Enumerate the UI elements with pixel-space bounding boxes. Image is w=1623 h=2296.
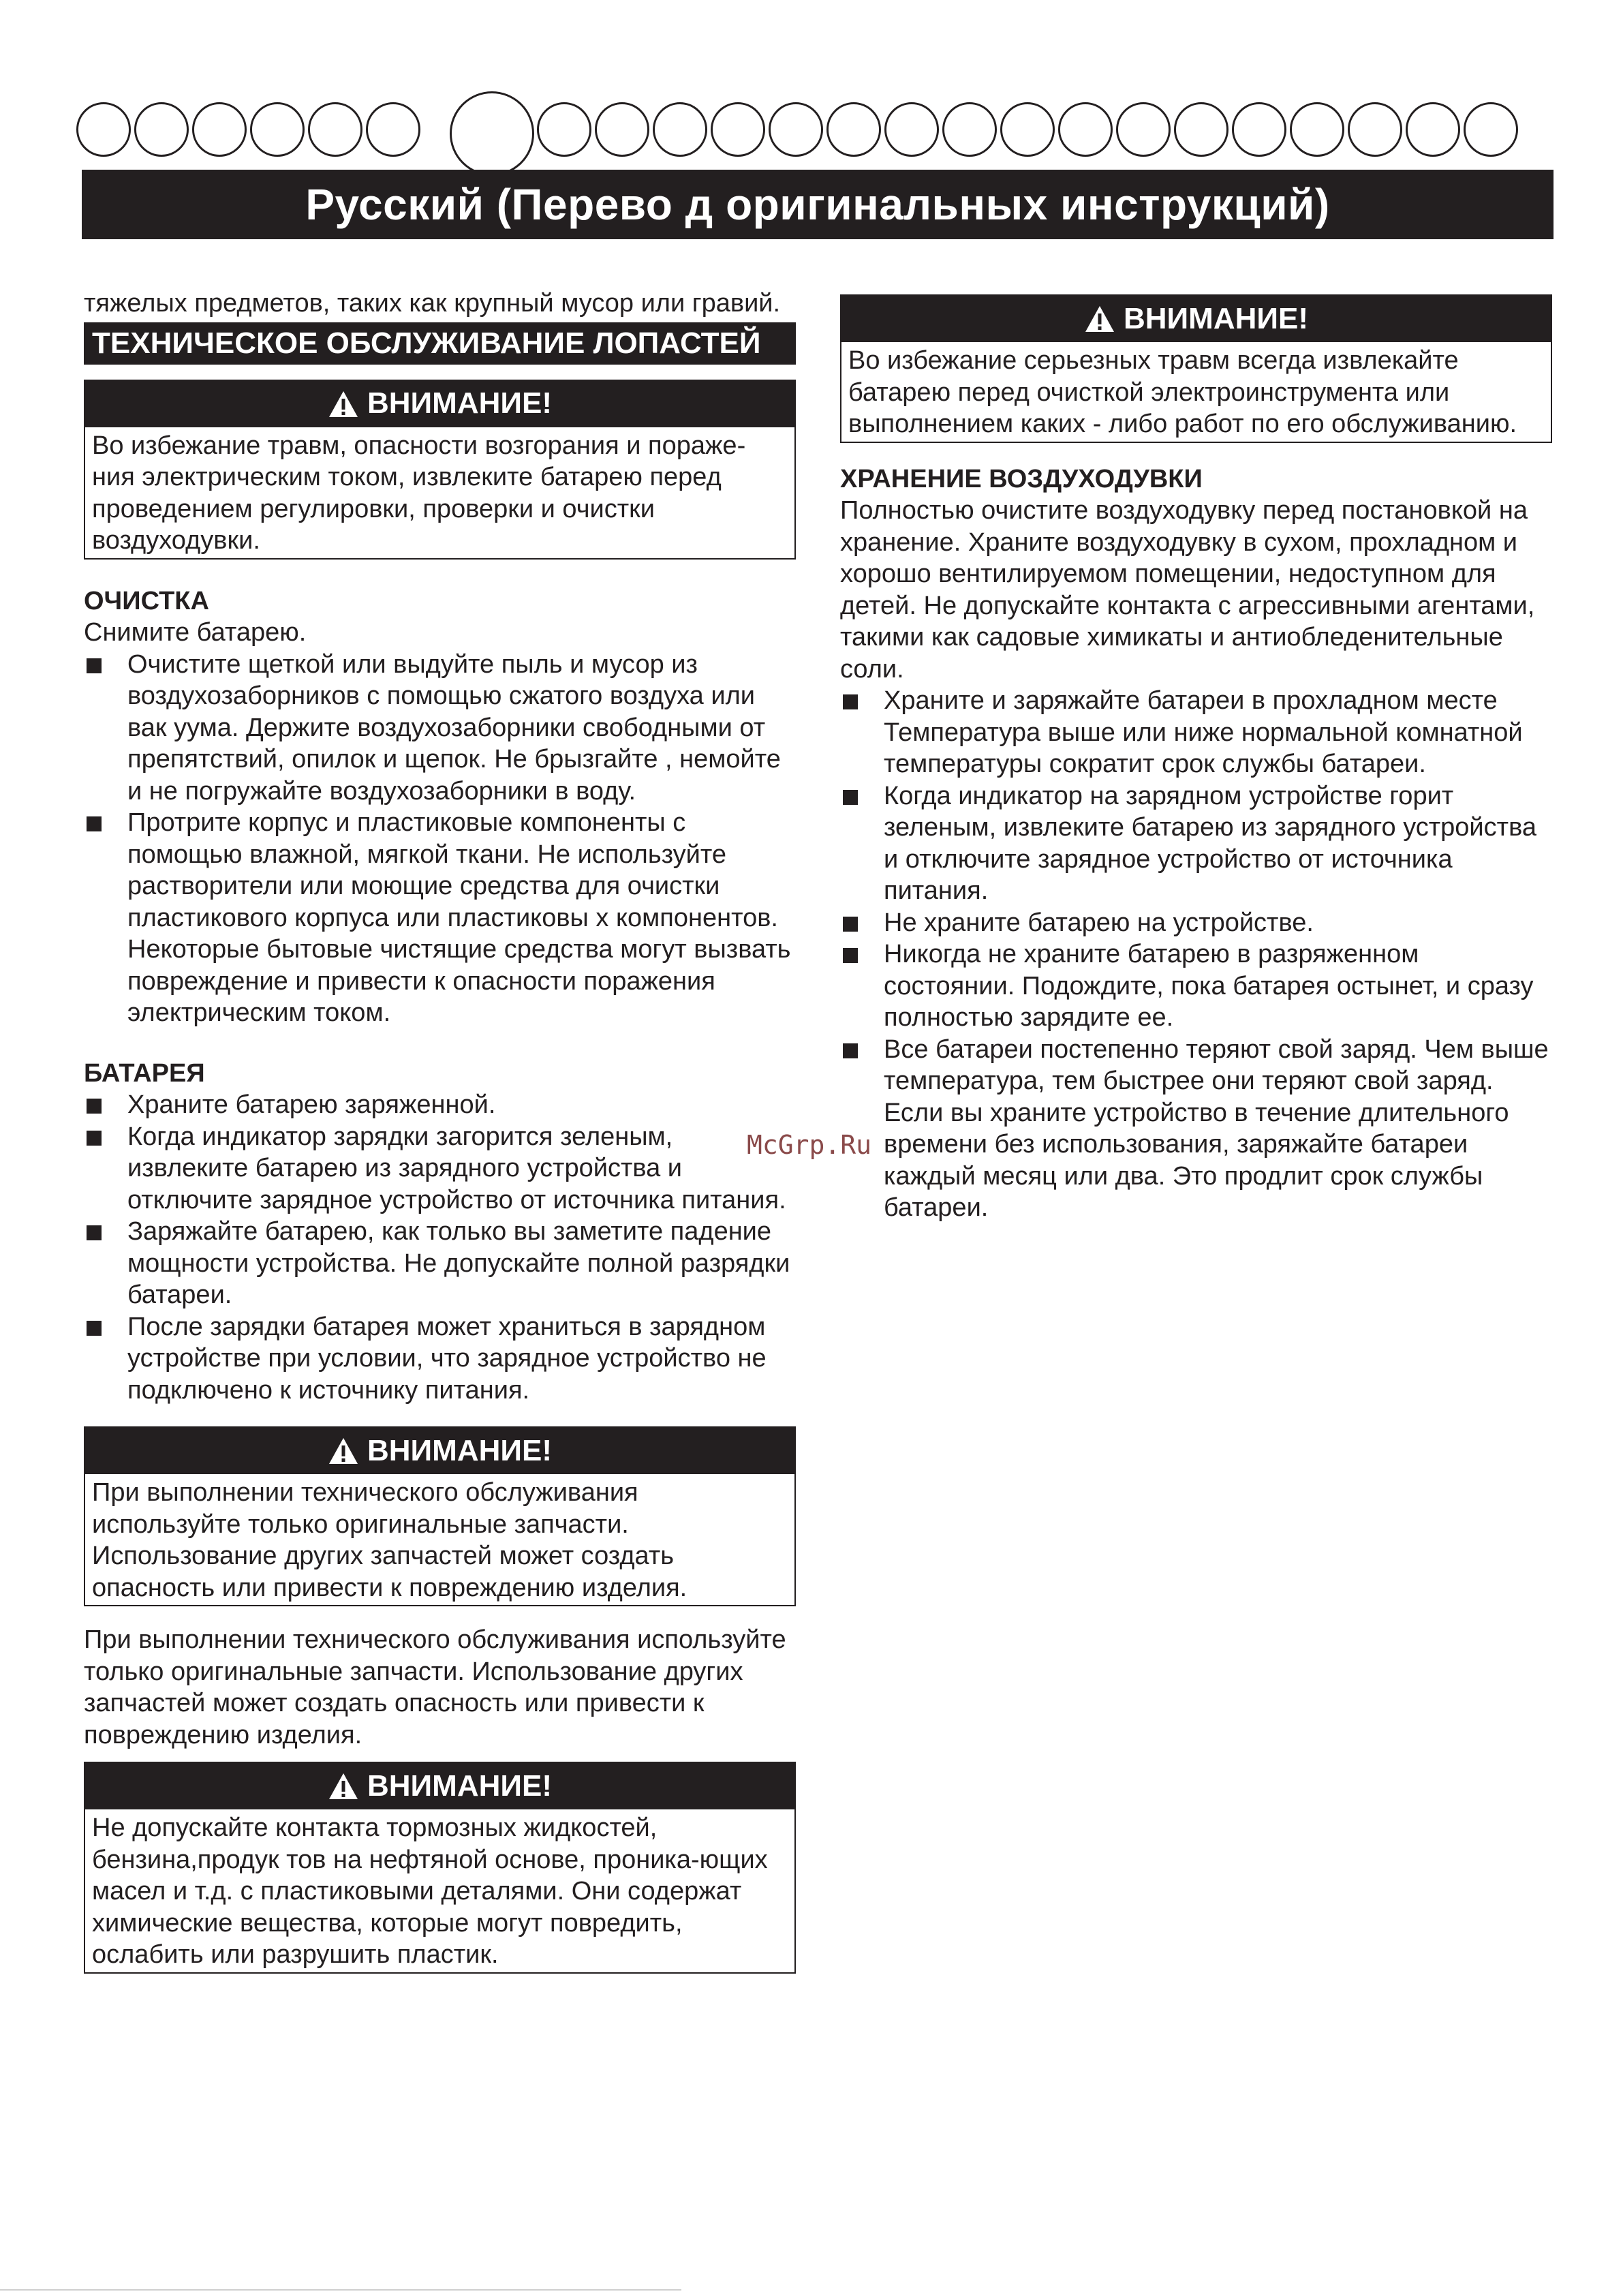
warning-label: ВНИМАНИЕ!	[367, 1433, 552, 1467]
warning-box	[84, 380, 796, 560]
language-tab[interactable]	[134, 102, 189, 157]
list-item: Протрите корпус и пластиковые компоненты с помощью влажной, мягкой ткани. Не используйте растворители или моющие средства для очистки пластикового корпуса или пластиковы х компонентов. Некоторые бытовые чистящие средства могут вызвать повреждение и привести к опасности поражения электрическим током.	[84, 807, 796, 1029]
battery-heading: БАТАРЕЯ	[84, 1058, 205, 1088]
list-item: Храните батарею заряженной.	[84, 1089, 796, 1121]
language-tab[interactable]	[1290, 102, 1344, 157]
list-item: Не храните батарею на устройстве.	[840, 907, 1552, 939]
warning-header	[85, 381, 794, 427]
warning-header	[85, 1428, 794, 1474]
right-column	[840, 294, 1552, 1224]
storage-list	[840, 685, 1552, 1224]
page-title: Русский (Перево д оригинальных инструкций)	[82, 170, 1554, 239]
intro-text: тяжелых предметов, таких как крупный мусор или гравий.	[84, 289, 781, 318]
language-tab[interactable]	[884, 102, 939, 157]
cleaning-intro: Снимите батарею.	[84, 618, 307, 647]
language-tab[interactable]	[1116, 102, 1171, 157]
battery-list	[84, 1089, 796, 1406]
language-tab[interactable]	[1348, 102, 1402, 157]
list-item: Все батареи постепенно теряют свой заряд. Чем выше температура, тем быстрее они теряют свой заряд. Если вы храните устройство в течение длительного времени без использования, заряжайте батареи каждый месяц или два. Это продлит срок службы батареи.	[840, 1034, 1552, 1224]
language-tab[interactable]	[366, 102, 420, 157]
warning-label: ВНИМАНИЕ!	[367, 1769, 552, 1803]
language-tab[interactable]	[192, 102, 247, 157]
warning-label: ВНИМАНИЕ!	[367, 386, 552, 420]
warning-box	[84, 1426, 796, 1606]
language-tab[interactable]	[1232, 102, 1286, 157]
watermark: McGrp.Ru	[747, 1130, 872, 1160]
language-tab[interactable]	[1174, 102, 1228, 157]
language-tab[interactable]	[537, 102, 591, 157]
language-tab-active[interactable]	[450, 91, 534, 176]
language-tab[interactable]	[942, 102, 997, 157]
storage-heading: ХРАНЕНИЕ ВОЗДУХОДУВКИ	[840, 464, 1203, 493]
list-item: Когда индикатор на зарядном устройстве горит зеленым, извлеките батарею из зарядного устройства и отключите зарядное устройство от источника питания.	[840, 780, 1552, 907]
warning-box	[84, 1762, 796, 1974]
language-tabs	[76, 91, 1548, 158]
language-tab[interactable]	[711, 102, 765, 157]
language-tab[interactable]	[653, 102, 707, 157]
list-item: Когда индикатор зарядки загорится зеленым, извлеките батарею из зарядного устройства и отключите зарядное устройство от источника питания.	[84, 1121, 796, 1216]
warning-text: Во избежание серьезных травм всегда извлекайте батарею перед очисткой электроинструмента или выполнением каких - либо работ по его обслуживанию.	[848, 346, 1517, 438]
footer-divider	[0, 2289, 681, 2291]
maintenance-paragraph: При выполнении технического обслуживания используйте только оригинальные запчасти. Использование других запчастей может создать опасность или привести к повреждению изделия.	[84, 1625, 786, 1749]
language-tab[interactable]	[250, 102, 305, 157]
language-tab[interactable]	[1406, 102, 1460, 157]
warning-triangle-icon	[1084, 305, 1115, 333]
storage-intro: Полностью очистите воздуходувку перед постановкой на хранение. Храните воздуходувку в сухом, прохладном и хорошо вентилируемом помещении, недоступном для детей. Не допускайте контакта с агрессивными агентами, такими как садовые химикаты и антиобледенительные соли.	[840, 496, 1535, 684]
language-tab[interactable]	[1464, 102, 1518, 157]
list-item: Очистите щеткой или выдуйте пыль и мусор из воздухозаборников с помощью сжатого воздуха или вак уума. Держите воздухозаборники свободными от препятствий, опилок и щепок. Не брызгайте , немойте и не погружайте воздухозаборники в воду.	[84, 649, 796, 808]
language-tab[interactable]	[308, 102, 362, 157]
warning-text: При выполнении технического обслуживания используйте только оригинальные запчасти. Использование других запчастей может создать опасность или привести к повреждению изделия.	[92, 1478, 687, 1602]
warning-triangle-icon	[328, 390, 359, 418]
language-tab[interactable]	[769, 102, 823, 157]
warning-text: Не допускайте контакта тормозных жидкостей, бензина,продук тов на нефтяной основе, проника-ющих масел и т.д. с пластиковыми деталями. Они содержат химические вещества, которые могут повредить, ослабить или разрушить пластик.	[92, 1813, 768, 1969]
list-item: После зарядки батарея может храниться в зарядном устройстве при условии, что зарядное устройство не подключено к источнику питания.	[84, 1311, 796, 1407]
language-tab[interactable]	[76, 102, 131, 157]
warning-header	[85, 1763, 794, 1809]
list-item: Храните и заряжайте батареи в прохладном месте Температура выше или ниже нормальной комнатной температуры сократит срок службы батареи.	[840, 685, 1552, 780]
warning-triangle-icon	[328, 1437, 359, 1465]
language-tab[interactable]	[826, 102, 881, 157]
warning-triangle-icon	[328, 1772, 359, 1801]
left-column	[84, 288, 796, 2000]
language-tab[interactable]	[1000, 102, 1055, 157]
list-item: Заряжайте батарею, как только вы заметите падение мощности устройства. Не допускайте полной разрядки батареи.	[84, 1216, 796, 1311]
cleaning-list	[84, 649, 796, 1029]
warning-label: ВНИМАНИЕ!	[1123, 301, 1308, 335]
language-tab[interactable]	[595, 102, 649, 157]
language-tab[interactable]	[1058, 102, 1113, 157]
warning-header	[841, 296, 1551, 342]
warning-text: Во избежание травм, опасности возгорания и пораже-ния электрическим током, извлеките батарею перед проведением регулировки, проверки и очистки воздуходувки.	[92, 431, 746, 555]
section-heading-blades: ТЕХНИЧЕСКОЕ ОБСЛУЖИВАНИЕ ЛОПАСТЕЙ	[84, 322, 796, 365]
cleaning-heading: ОЧИСТКА	[84, 586, 209, 615]
warning-box	[840, 294, 1552, 443]
list-item: Никогда не храните батарею в разряженном состоянии. Подождите, пока батарея остынет, и сразу полностью зарядите ее.	[840, 938, 1552, 1034]
